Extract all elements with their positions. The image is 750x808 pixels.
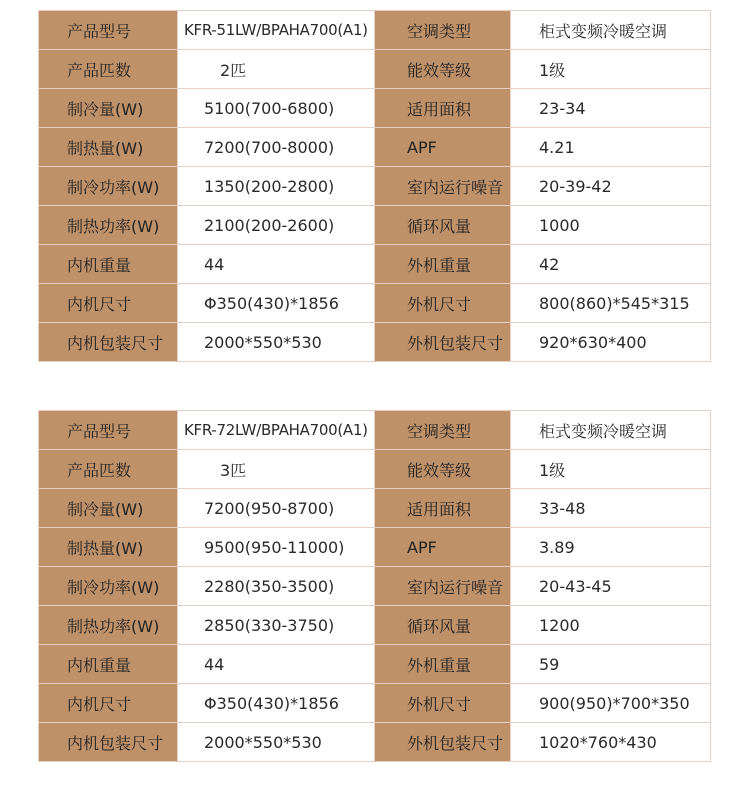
spec-value: 44 bbox=[178, 645, 375, 684]
spec-label: 制冷量(W) bbox=[39, 489, 178, 528]
spec-label: 外机尺寸 bbox=[375, 284, 511, 323]
spec-label: 室内运行噪音 bbox=[375, 567, 511, 606]
spec-label: 制热功率(W) bbox=[39, 606, 178, 645]
spec-label: 室内运行噪音 bbox=[375, 167, 511, 206]
table-row bbox=[39, 50, 711, 89]
spec-label: 制冷量(W) bbox=[39, 89, 178, 128]
spec-value: KFR-72LW/BPAHA700(A1) bbox=[178, 411, 375, 450]
spec-value: 4.21 bbox=[511, 128, 711, 167]
spec-label: 制冷功率(W) bbox=[39, 567, 178, 606]
spec-value: 33-48 bbox=[511, 489, 711, 528]
spec-label: 制热量(W) bbox=[39, 528, 178, 567]
spec-value: 900(950)*700*350 bbox=[511, 684, 711, 723]
spec-value: 1级 bbox=[511, 450, 711, 489]
table-row bbox=[39, 323, 711, 362]
spec-label: 制冷功率(W) bbox=[39, 167, 178, 206]
spec-value: 7200(950-8700) bbox=[178, 489, 375, 528]
table-row bbox=[39, 645, 711, 684]
table-row bbox=[39, 528, 711, 567]
spec-label: 能效等级 bbox=[375, 50, 511, 89]
spec-label: 内机尺寸 bbox=[39, 684, 178, 723]
spec-label: 产品匹数 bbox=[39, 450, 178, 489]
spec-label: 产品型号 bbox=[39, 11, 178, 50]
spec-value: 柜式变频冷暖空调 bbox=[511, 411, 711, 450]
spec-label: 外机重量 bbox=[375, 645, 511, 684]
spec-value: 920*630*400 bbox=[511, 323, 711, 362]
table-row bbox=[39, 167, 711, 206]
spec-label: 适用面积 bbox=[375, 489, 511, 528]
spec-value: Φ350(430)*1856 bbox=[178, 284, 375, 323]
table-row bbox=[39, 723, 711, 762]
spec-value: 44 bbox=[178, 245, 375, 284]
table-row bbox=[39, 89, 711, 128]
table-row bbox=[39, 489, 711, 528]
spec-label: 空调类型 bbox=[375, 11, 511, 50]
spec-value: 3匹 bbox=[178, 450, 375, 489]
spec-label: 制热量(W) bbox=[39, 128, 178, 167]
spec-value: 1000 bbox=[511, 206, 711, 245]
spec-label: 产品型号 bbox=[39, 411, 178, 450]
spec-value: 7200(700-8000) bbox=[178, 128, 375, 167]
spec-label: 制热功率(W) bbox=[39, 206, 178, 245]
spec-label: 内机重量 bbox=[39, 645, 178, 684]
spec-label: 外机包装尺寸 bbox=[375, 323, 511, 362]
table-row bbox=[39, 450, 711, 489]
spec-value: 59 bbox=[511, 645, 711, 684]
spec-table-2 bbox=[38, 410, 711, 762]
spec-value: 2匹 bbox=[178, 50, 375, 89]
spec-label: 外机尺寸 bbox=[375, 684, 511, 723]
spec-label: 循环风量 bbox=[375, 606, 511, 645]
spec-value: 800(860)*545*315 bbox=[511, 284, 711, 323]
spec-label: 循环风量 bbox=[375, 206, 511, 245]
spec-label: 内机包装尺寸 bbox=[39, 323, 178, 362]
spec-value: Φ350(430)*1856 bbox=[178, 684, 375, 723]
spec-table-1 bbox=[38, 10, 711, 362]
spec-label: APF bbox=[375, 528, 511, 567]
spec-label: 外机包装尺寸 bbox=[375, 723, 511, 762]
table-row bbox=[39, 411, 711, 450]
spec-label: APF bbox=[375, 128, 511, 167]
spec-label: 空调类型 bbox=[375, 411, 511, 450]
spec-value: 1200 bbox=[511, 606, 711, 645]
table-row bbox=[39, 245, 711, 284]
spec-value: 柜式变频冷暖空调 bbox=[511, 11, 711, 50]
spec-label: 内机重量 bbox=[39, 245, 178, 284]
spec-label: 外机重量 bbox=[375, 245, 511, 284]
table-row bbox=[39, 284, 711, 323]
table-row bbox=[39, 684, 711, 723]
spec-value: 3.89 bbox=[511, 528, 711, 567]
table-row bbox=[39, 128, 711, 167]
spec-value: 2100(200-2600) bbox=[178, 206, 375, 245]
table-row bbox=[39, 11, 711, 50]
spec-value: 9500(950-11000) bbox=[178, 528, 375, 567]
table-row bbox=[39, 206, 711, 245]
spec-value: 1020*760*430 bbox=[511, 723, 711, 762]
spec-value: 1级 bbox=[511, 50, 711, 89]
table-row bbox=[39, 606, 711, 645]
spec-value: 1350(200-2800) bbox=[178, 167, 375, 206]
spec-label: 能效等级 bbox=[375, 450, 511, 489]
spec-label: 内机包装尺寸 bbox=[39, 723, 178, 762]
table-row bbox=[39, 567, 711, 606]
spec-value: KFR-51LW/BPAHA700(A1) bbox=[178, 11, 375, 50]
spec-value: 2850(330-3750) bbox=[178, 606, 375, 645]
spec-value: 2000*550*530 bbox=[178, 723, 375, 762]
spec-value: 5100(700-6800) bbox=[178, 89, 375, 128]
spec-value: 2280(350-3500) bbox=[178, 567, 375, 606]
spec-value: 20-43-45 bbox=[511, 567, 711, 606]
spec-label: 产品匹数 bbox=[39, 50, 178, 89]
spec-label: 适用面积 bbox=[375, 89, 511, 128]
spec-value: 2000*550*530 bbox=[178, 323, 375, 362]
spec-value: 23-34 bbox=[511, 89, 711, 128]
spec-label: 内机尺寸 bbox=[39, 284, 178, 323]
spec-value: 20-39-42 bbox=[511, 167, 711, 206]
spec-value: 42 bbox=[511, 245, 711, 284]
